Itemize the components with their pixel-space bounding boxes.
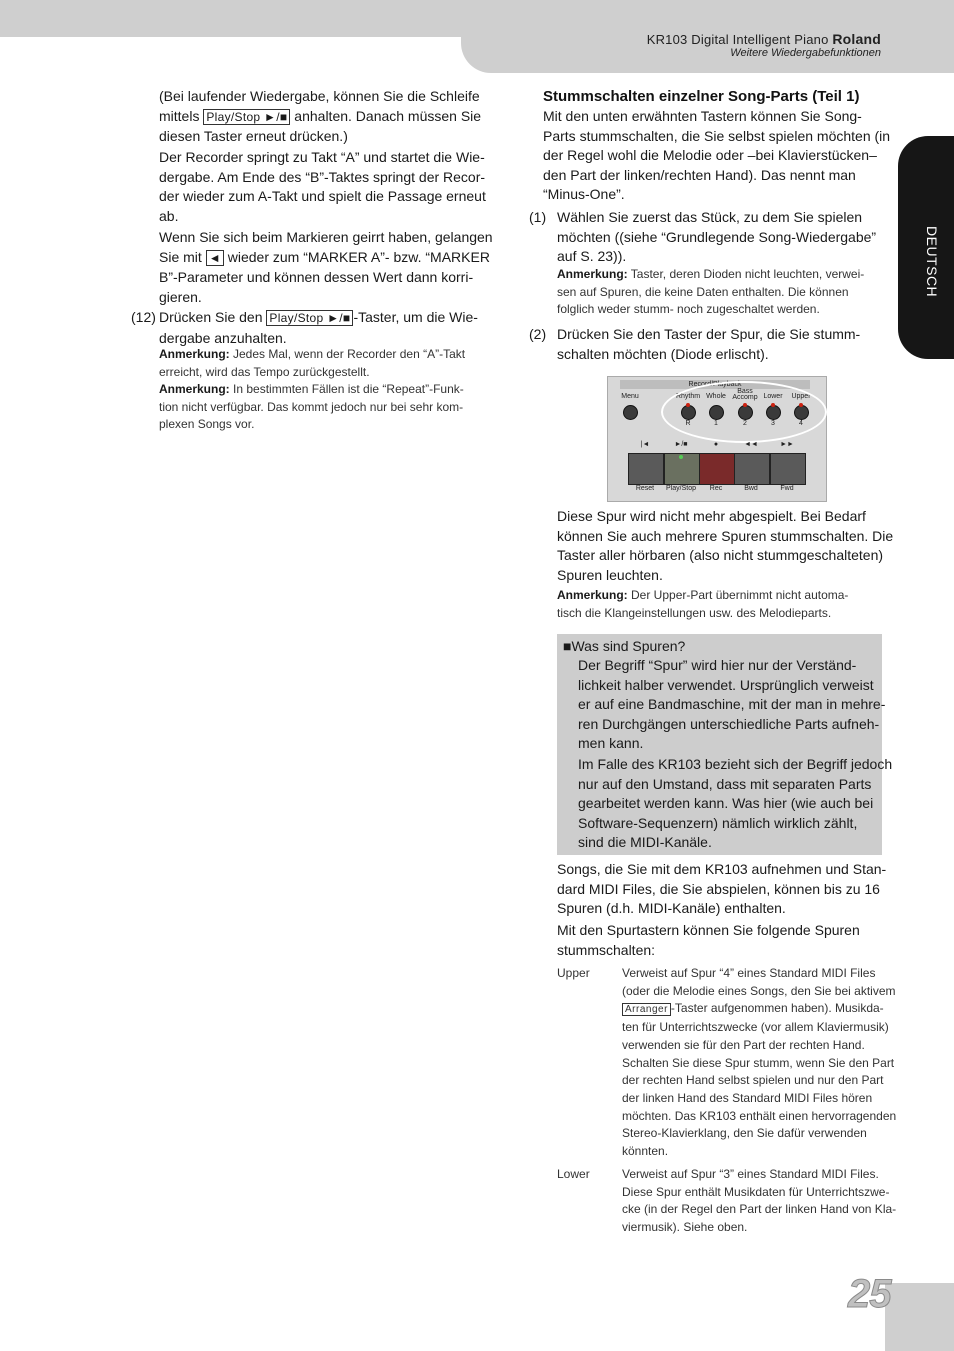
page-number-box [885,1283,954,1351]
note-4: Anmerkung: Der Upper-Part übernimmt nicht automa- tisch die Klangeinstellungen usw. des Melodieparts. [557,588,849,620]
step-12-number: (12) [131,309,156,325]
bwd-button [734,453,770,485]
rec-button [699,453,735,485]
bwd-label: Bwd [744,485,758,492]
arranger-key: Arranger [622,1003,671,1016]
info-box-title: ■Was sind Spuren? [563,638,686,654]
fwd-button [770,453,806,485]
language-tab: DEUTSCH [898,136,954,359]
upper-definition: Verweist auf Spur “4” eines Standard MIDI Files (oder die Melodie eines Songs, den Sie bei aktivem Arranger -Taster aufgenommen haben). Musikda- ten für Unterrichtszwecke (vor allem Klaviermusik) verwenden sie für den Part der rechten Hand. Schalten Sie diese Spur stumm, wenn Sie den Part der rechten Hand selbst spielen und nur den Part der linken Hand des Standard MIDI Files hören möchten. Das KR103 enthält einen hervorragenden Stereo-Klavierklang, den Sie dafür verwenden könnten. [622,966,897,1159]
lower-definition: Verweist auf Spur “3” eines Standard MIDI Files. Diese Spur enthält Musikdaten für Unterrichtszwe- cke (in der Regel den Part der linken Hand von Kla- viermusik). Siehe oben. [622,1167,897,1235]
note-2: Anmerkung: In bestimmten Fällen ist die “Repeat”-Funk- tion nicht verfügbar. Das kommt jedoch nur bei sehr kom- plexen Songs vor. [159,382,464,432]
reset-button [628,453,664,485]
brand-logo: Roland [832,31,881,47]
panel-label-rhythm: Rhythm [675,393,701,400]
lower-term: Lower [557,1167,590,1181]
reset-symbol: |◄ [640,441,650,448]
info-box-paragraph-1: Der Begriff “Spur” wird hier nur der Verständ- lichkeit halber verwendet. Ursprünglich verweist er auf eine Bandmaschine, mit der man in mehre- ren Durchgängen unterschiedliche Parts aufneh- men kann. [578,657,886,751]
header-title: KR103 Digital Intelligent Piano Roland [646,31,881,47]
track-number: R [685,420,691,427]
step-1-number: (1) [529,209,547,225]
play-stop-key: Play/Stop ►/■ [203,109,290,125]
header-section: Weitere Wiedergabefunktionen [730,47,881,59]
panel-label-whole: Whole [706,393,726,400]
intro-paragraph: Mit den unten erwähnten Tastern können Sie Song- Parts stummschalten, die Sie selbst spielen möchten (in der Regel wohl die Melodie oder –bei Klavierstücken– den Part der linken/rechten Hand). Das nennt man “Minus-One”. [543,108,891,202]
record-playback-panel [607,376,827,502]
panel-label-accomp: Accomp [732,394,758,401]
highlight-oval [661,381,827,443]
track-number: 1 [714,420,718,427]
step-1-text: Wählen Sie zuerst das Stück, zu dem Sie spielen möchten ((siehe “Grundlegende Song-Wiedergabe” auf S. 23)). [557,209,877,264]
left-paragraph-1: (Bei laufender Wiedergabe, können Sie die Schleife mittels Play/Stop ►/■ anhalten. Danach müssen Sie diesen Taster erneut drücken.) [159,88,482,144]
step-12-text: Drücken Sie den Play/Stop ►/■ -Taster, um die Wie- dergabe anzuhalten. [159,309,478,346]
left-paragraph-3: Wenn Sie sich beim Markieren geirrt haben, gelangen Sie mit ◄ wieder zum “MARKER A”- bzw. “MARKER B”-Parameter und können dessen Wert dann korri- gieren. [159,229,493,305]
track-number: 2 [743,420,747,427]
play-stop-label: Play/Stop [666,485,696,492]
rec-symbol: ● [713,441,719,448]
upper-term: Upper [557,966,590,980]
panel-label-upper: Upper [791,393,811,400]
menu-button [623,405,638,420]
step-2-number: (2) [529,326,547,342]
play-led [679,455,683,459]
bwd-symbol: ◄◄ [744,441,758,448]
note-3: Anmerkung: Taster, deren Dioden nicht leuchten, verwei- sen auf Spuren, die keine Daten enthalten. Die können folglich weder stumm- noch zugeschaltet werden. [557,267,865,317]
page-number: 25 [848,1272,891,1316]
songs-paragraph: Songs, die Sie mit dem KR103 aufnehmen und Stan- dard MIDI Files, die Sie abspielen, können bis zu 16 Spuren (d.h. MIDI-Kanäle) enthalten. [557,861,887,916]
step-2-text: Drücken Sie den Taster der Spur, die Sie stumm- schalten möchten (Diode erlischt). [557,326,861,362]
track-number: 3 [771,420,775,427]
info-box-paragraph-2: Im Falle des KR103 bezieht sich der Begriff jedoch nur auf den Umstand, dass mit separaten Parts gearbeitet werden kann. Was hier (wie auch bei Software-Sequenzern) nämlich wirklich zählt, sind die MIDI-Kanäle. [578,756,893,850]
panel-label-menu: Menu [621,393,639,400]
mute-paragraph: Mit den Spurtastern können Sie folgende Spuren stummschalten: [557,922,860,958]
play-stop-symbol: ►/■ [674,441,688,448]
left-paragraph-2: Der Recorder springt zu Takt “A” und startet die Wie- dergabe. Am Ende des “B”-Taktes springt der Recor- der wieder zum A-Takt und spielt die Passage erneut ab. [159,149,486,224]
section-heading: Stummschalten einzelner Song-Parts (Teil 1) [543,88,860,105]
panel-strip-label: Record/Playback [620,380,810,389]
reset-label: Reset [635,485,655,492]
track-number: 4 [799,420,803,427]
panel-label-bass: Bass [737,388,753,395]
after-figure-paragraph: Diese Spur wird nicht mehr abgespielt. Bei Bedarf können Sie auch mehrere Spuren stummschalten. Die Taster aller hörbaren (also nicht stummgeschalteten) Spuren leuchten. [557,508,894,583]
rec-label: Rec [709,485,723,492]
panel-label-lower: Lower [763,393,783,400]
fwd-symbol: ►► [780,441,794,448]
note-1: Anmerkung: Jedes Mal, wenn der Recorder den “A”-Takt erreicht, wird das Tempo zurückgestellt. [159,347,466,379]
fwd-label: Fwd [780,485,794,492]
play-stop-key: Play/Stop ►/■ [266,310,353,326]
left-key: ◄ [206,250,224,266]
